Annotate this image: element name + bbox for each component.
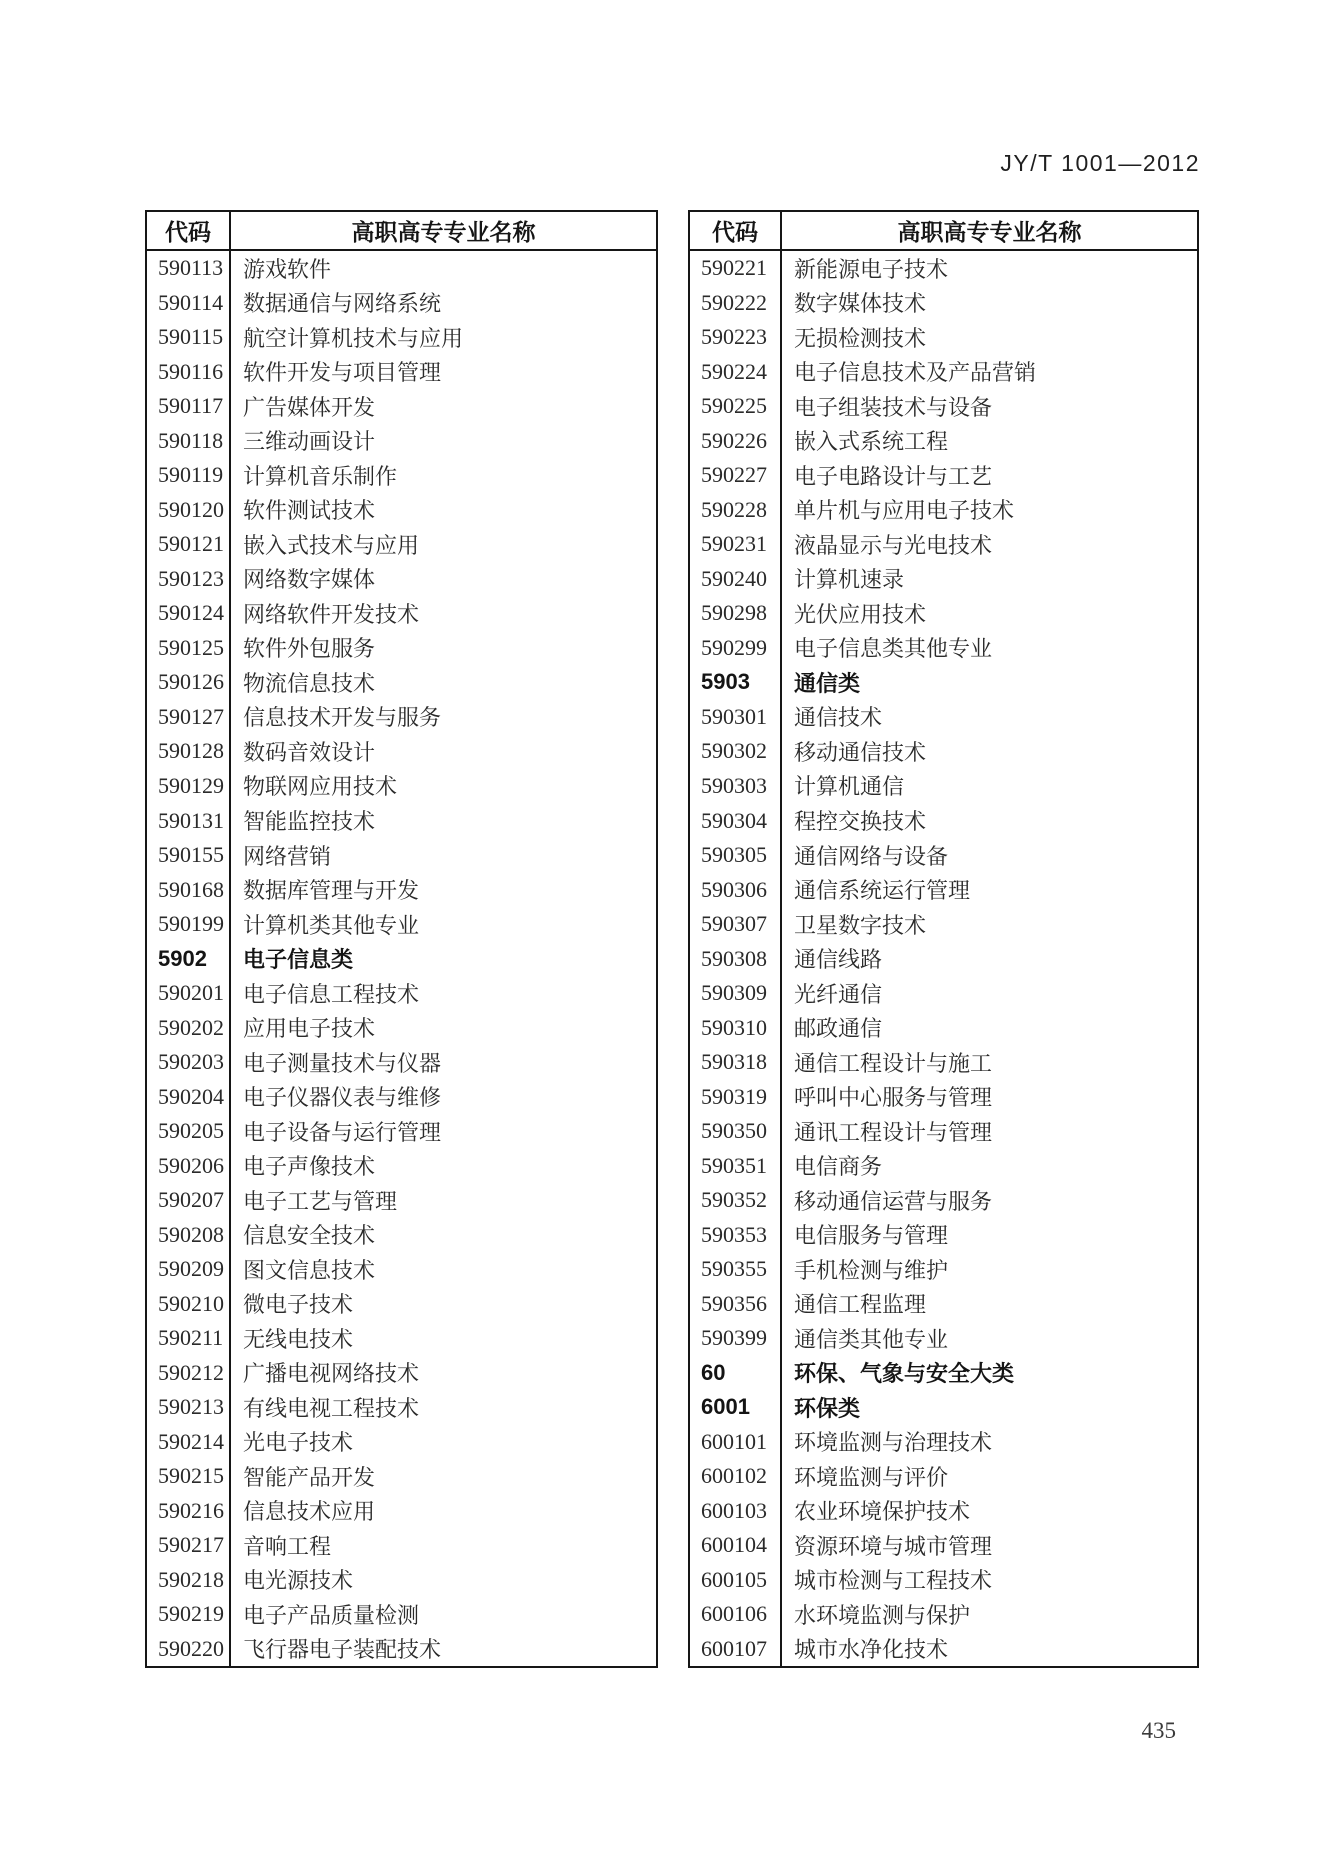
name-cell: 电子信息类: [243, 947, 354, 973]
code-cell: 590210: [147, 1286, 231, 1321]
table-row: [690, 838, 1197, 873]
table-row: [147, 458, 656, 493]
table-row: [147, 286, 656, 321]
code-cell: 590310: [690, 1010, 782, 1045]
table-row: [147, 941, 656, 976]
table-row: [147, 1390, 656, 1425]
table-row: [147, 424, 656, 459]
code-cell: 590118: [147, 424, 231, 459]
name-cell: 环境监测与治理技术: [794, 1430, 993, 1456]
code-cell: 590212: [147, 1356, 231, 1391]
table-row: [690, 1010, 1197, 1045]
name-cell: 光纤通信: [794, 981, 883, 1007]
code-cell: 600101: [690, 1425, 782, 1460]
name-cell: 电子产品质量检测: [243, 1602, 420, 1628]
table-row: [147, 1321, 656, 1356]
code-cell: 590206: [147, 1148, 231, 1183]
code-cell: 590219: [147, 1597, 231, 1632]
name-cell: 微电子技术: [243, 1292, 354, 1318]
name-cell: 单片机与应用电子技术: [794, 498, 1015, 524]
table-row: [147, 976, 656, 1011]
name-cell: 广告媒体开发: [243, 394, 376, 420]
table-row: [690, 1114, 1197, 1149]
table-row: [147, 1286, 656, 1321]
code-cell: 590220: [147, 1632, 231, 1667]
code-cell: 590117: [147, 389, 231, 424]
code-cell: 590129: [147, 769, 231, 804]
name-cell: 飞行器电子装配技术: [243, 1637, 442, 1663]
code-cell: 590202: [147, 1010, 231, 1045]
name-cell: 信息技术开发与服务: [243, 705, 442, 731]
table-row: [147, 1356, 656, 1391]
code-cell: 590120: [147, 493, 231, 528]
code-cell: 600104: [690, 1528, 782, 1563]
table-row: [147, 596, 656, 631]
table-row: [690, 1632, 1197, 1667]
table-row: [690, 1528, 1197, 1563]
name-cell: 物联网应用技术: [243, 774, 398, 800]
code-cell: 590227: [690, 458, 782, 493]
code-cell: 590221: [690, 251, 782, 286]
name-cell: 环保、气象与安全大类: [794, 1361, 1015, 1387]
table-row: [690, 1183, 1197, 1218]
name-cell: 通信技术: [794, 705, 883, 731]
name-cell: 智能产品开发: [243, 1464, 376, 1490]
name-cell: 电子信息工程技术: [243, 981, 420, 1007]
code-cell: 590203: [147, 1045, 231, 1080]
name-cell: 网络数字媒体: [243, 567, 376, 593]
name-cell: 电子设备与运行管理: [243, 1119, 442, 1145]
name-cell: 图文信息技术: [243, 1257, 376, 1283]
table-row: [690, 1356, 1197, 1391]
code-cell: 590399: [690, 1321, 782, 1356]
code-cell: 590113: [147, 251, 231, 286]
code-cell: 590225: [690, 389, 782, 424]
name-cell: 电信服务与管理: [794, 1223, 949, 1249]
name-cell: 液晶显示与光电技术: [794, 532, 993, 558]
code-cell: 590224: [690, 355, 782, 390]
name-cell: 电子仪器仪表与维修: [243, 1085, 442, 1111]
code-cell: 590217: [147, 1528, 231, 1563]
table-row: [147, 1010, 656, 1045]
code-cell: 590119: [147, 458, 231, 493]
code-cell: 600106: [690, 1597, 782, 1632]
code-cell: 5902: [147, 941, 231, 976]
name-cell: 通信类其他专业: [794, 1326, 949, 1352]
table-row: [690, 562, 1197, 597]
table-row: [690, 700, 1197, 735]
code-cell: 590168: [147, 872, 231, 907]
name-cell: 电子信息技术及产品营销: [794, 360, 1037, 386]
column-header-code: 代码: [147, 212, 231, 249]
table-row: [147, 562, 656, 597]
code-cell: 590214: [147, 1425, 231, 1460]
table-body: [690, 251, 1197, 1666]
table-row: [690, 527, 1197, 562]
table-row: [147, 1494, 656, 1529]
name-cell: 通信线路: [794, 947, 883, 973]
table-row: [147, 1528, 656, 1563]
code-cell: 590126: [147, 665, 231, 700]
table-row: [690, 286, 1197, 321]
code-cell: 590218: [147, 1563, 231, 1598]
name-cell: 通讯工程设计与管理: [794, 1119, 993, 1145]
name-cell: 移动通信运营与服务: [794, 1188, 993, 1214]
table-row: [690, 1321, 1197, 1356]
name-cell: 电光源技术: [243, 1568, 354, 1594]
name-cell: 网络软件开发技术: [243, 601, 420, 627]
code-cell: 590213: [147, 1390, 231, 1425]
table-row: [147, 872, 656, 907]
name-cell: 计算机音乐制作: [243, 463, 398, 489]
table-row: [147, 907, 656, 942]
table-row: [147, 1079, 656, 1114]
name-cell: 移动通信技术: [794, 739, 927, 765]
column-header-name: 高职高专专业名称: [897, 219, 1082, 245]
name-cell: 电子组装技术与设备: [794, 394, 993, 420]
name-cell: 通信工程设计与施工: [794, 1050, 993, 1076]
table-row: [690, 1148, 1197, 1183]
page-number: 435: [1141, 1718, 1176, 1743]
code-cell: 590318: [690, 1045, 782, 1080]
code-cell: 590124: [147, 596, 231, 631]
code-cell: 590155: [147, 838, 231, 873]
code-cell: 590211: [147, 1321, 231, 1356]
name-cell: 电信商务: [794, 1154, 883, 1180]
table-row: [147, 665, 656, 700]
code-cell: 590207: [147, 1183, 231, 1218]
code-cell: 590298: [690, 596, 782, 631]
table-header: [147, 212, 656, 251]
code-cell: 590302: [690, 734, 782, 769]
majors-table-right: [688, 210, 1199, 1668]
code-cell: 590301: [690, 700, 782, 735]
code-cell: 590303: [690, 769, 782, 804]
table-row: [147, 1183, 656, 1218]
table-row: [690, 596, 1197, 631]
table-row: [690, 1425, 1197, 1460]
name-cell: 程控交换技术: [794, 809, 927, 834]
code-cell: 590299: [690, 631, 782, 666]
name-cell: 电子测量技术与仪器: [243, 1050, 442, 1076]
name-cell: 信息技术应用: [243, 1499, 376, 1525]
table-row: [147, 1632, 656, 1667]
table-row: [690, 458, 1197, 493]
code-cell: 590116: [147, 355, 231, 390]
name-cell: 电子工艺与管理: [243, 1188, 398, 1214]
code-cell: 590209: [147, 1252, 231, 1287]
table-row: [690, 1286, 1197, 1321]
name-cell: 城市检测与工程技术: [794, 1568, 993, 1594]
table-row: [147, 631, 656, 666]
code-cell: 5903: [690, 665, 782, 700]
code-cell: 590127: [147, 700, 231, 735]
table-row: [690, 424, 1197, 459]
code-cell: 590125: [147, 631, 231, 666]
table-header: [690, 212, 1197, 251]
name-cell: 音响工程: [243, 1533, 332, 1559]
table-row: [690, 976, 1197, 1011]
name-cell: 有线电视工程技术: [243, 1395, 420, 1421]
table-row: [147, 355, 656, 390]
table-row: [147, 1425, 656, 1460]
name-cell: 嵌入式系统工程: [794, 429, 949, 455]
table-row: [147, 527, 656, 562]
name-cell: 光电子技术: [243, 1430, 354, 1456]
name-cell: 电子信息类其他专业: [794, 636, 993, 662]
code-cell: 590223: [690, 320, 782, 355]
code-cell: 600103: [690, 1494, 782, 1529]
name-cell: 水环境监测与保护: [794, 1602, 971, 1628]
table-row: [690, 631, 1197, 666]
name-cell: 环保类: [794, 1395, 861, 1421]
code-cell: 6001: [690, 1390, 782, 1425]
code-cell: 590204: [147, 1079, 231, 1114]
table-row: [690, 941, 1197, 976]
code-cell: 590351: [690, 1148, 782, 1183]
name-cell: 应用电子技术: [243, 1016, 376, 1042]
name-cell: 邮政通信: [794, 1016, 883, 1042]
table-row: [690, 1494, 1197, 1529]
column-header-code: 代码: [690, 212, 782, 249]
column-header-name: 高职高专专业名称: [351, 219, 536, 245]
table-row: [147, 803, 656, 838]
table-row: [690, 355, 1197, 390]
name-cell: 数据库管理与开发: [243, 878, 420, 904]
name-cell: 智能监控技术: [243, 809, 376, 834]
table-row: [690, 734, 1197, 769]
table-row: [147, 1563, 656, 1598]
name-cell: 嵌入式技术与应用: [243, 532, 420, 558]
code-cell: 590121: [147, 527, 231, 562]
table-row: [690, 251, 1197, 286]
name-cell: 数据通信与网络系统: [243, 291, 442, 317]
name-cell: 游戏软件: [243, 256, 332, 282]
name-cell: 软件外包服务: [243, 636, 376, 662]
table-row: [690, 872, 1197, 907]
code-cell: 590306: [690, 872, 782, 907]
table-row: [147, 1114, 656, 1149]
name-cell: 数码音效设计: [243, 739, 376, 765]
name-cell: 物流信息技术: [243, 670, 376, 696]
table-row: [690, 1217, 1197, 1252]
code-cell: 590356: [690, 1286, 782, 1321]
code-cell: 590208: [147, 1217, 231, 1252]
table-row: [147, 1459, 656, 1494]
table-body: [147, 251, 656, 1666]
name-cell: 通信网络与设备: [794, 843, 949, 869]
code-cell: 590226: [690, 424, 782, 459]
name-cell: 资源环境与城市管理: [794, 1533, 993, 1559]
table-row: [147, 251, 656, 286]
code-cell: 600107: [690, 1632, 782, 1667]
table-row: [690, 1252, 1197, 1287]
code-cell: 590215: [147, 1459, 231, 1494]
name-cell: 环境监测与评价: [794, 1464, 949, 1490]
code-cell: 590216: [147, 1494, 231, 1529]
name-cell: 无损检测技术: [794, 325, 927, 351]
code-cell: 590309: [690, 976, 782, 1011]
table-row: [690, 1563, 1197, 1598]
table-row: [147, 1252, 656, 1287]
code-cell: 590355: [690, 1252, 782, 1287]
code-cell: 590114: [147, 286, 231, 321]
table-row: [147, 493, 656, 528]
code-cell: 590228: [690, 493, 782, 528]
code-cell: 590128: [147, 734, 231, 769]
table-row: [147, 1597, 656, 1632]
table-row: [690, 1459, 1197, 1494]
code-cell: 590305: [690, 838, 782, 873]
code-cell: 60: [690, 1356, 782, 1391]
name-cell: 无线电技术: [243, 1326, 354, 1352]
code-cell: 600102: [690, 1459, 782, 1494]
code-cell: 590201: [147, 976, 231, 1011]
name-cell: 光伏应用技术: [794, 601, 927, 627]
table-row: [147, 389, 656, 424]
code-cell: 590240: [690, 562, 782, 597]
table-row: [147, 1148, 656, 1183]
name-cell: 呼叫中心服务与管理: [794, 1085, 993, 1111]
name-cell: 手机检测与维护: [794, 1257, 949, 1283]
table-row: [147, 320, 656, 355]
table-row: [690, 1390, 1197, 1425]
name-cell: 电子电路设计与工艺: [794, 463, 993, 489]
name-cell: 三维动画设计: [243, 429, 376, 455]
name-cell: 网络营销: [243, 843, 332, 869]
code-cell: 590352: [690, 1183, 782, 1218]
code-cell: 590350: [690, 1114, 782, 1149]
name-cell: 计算机类其他专业: [243, 912, 420, 938]
code-cell: 590123: [147, 562, 231, 597]
name-cell: 航空计算机技术与应用: [243, 325, 464, 351]
code-cell: 590222: [690, 286, 782, 321]
table-row: [690, 1079, 1197, 1114]
name-cell: 新能源电子技术: [794, 256, 949, 282]
code-cell: 600105: [690, 1563, 782, 1598]
name-cell: 计算机通信: [794, 774, 905, 800]
name-cell: 软件开发与项目管理: [243, 360, 442, 386]
code-cell: 590304: [690, 803, 782, 838]
standard-number: JY/T 1001—2012: [1000, 150, 1200, 176]
code-cell: 590231: [690, 527, 782, 562]
code-cell: 590205: [147, 1114, 231, 1149]
table-row: [147, 769, 656, 804]
table-row: [690, 389, 1197, 424]
name-cell: 电子声像技术: [243, 1154, 376, 1180]
name-cell: 城市水净化技术: [794, 1637, 949, 1663]
code-cell: 590307: [690, 907, 782, 942]
table-row: [147, 1217, 656, 1252]
code-cell: 590131: [147, 803, 231, 838]
table-row: [690, 493, 1197, 528]
majors-table-left: [145, 210, 658, 1668]
table-row: [690, 665, 1197, 700]
table-row: [147, 700, 656, 735]
name-cell: 计算机速录: [794, 567, 905, 593]
table-row: [690, 769, 1197, 804]
table-row: [690, 907, 1197, 942]
table-row: [147, 734, 656, 769]
name-cell: 广播电视网络技术: [243, 1361, 420, 1387]
code-cell: 590319: [690, 1079, 782, 1114]
table-row: [147, 1045, 656, 1080]
code-cell: 590199: [147, 907, 231, 942]
code-cell: 590353: [690, 1217, 782, 1252]
name-cell: 通信系统运行管理: [794, 878, 971, 904]
name-cell: 农业环境保护技术: [794, 1499, 971, 1525]
name-cell: 卫星数字技术: [794, 912, 927, 938]
name-cell: 软件测试技术: [243, 498, 376, 524]
table-row: [690, 1045, 1197, 1080]
code-cell: 590115: [147, 320, 231, 355]
table-row: [690, 1597, 1197, 1632]
name-cell: 通信类: [794, 670, 861, 696]
name-cell: 信息安全技术: [243, 1223, 376, 1249]
table-row: [690, 803, 1197, 838]
name-cell: 通信工程监理: [794, 1292, 927, 1318]
code-cell: 590308: [690, 941, 782, 976]
table-row: [690, 320, 1197, 355]
table-row: [147, 838, 656, 873]
name-cell: 数字媒体技术: [794, 291, 927, 317]
